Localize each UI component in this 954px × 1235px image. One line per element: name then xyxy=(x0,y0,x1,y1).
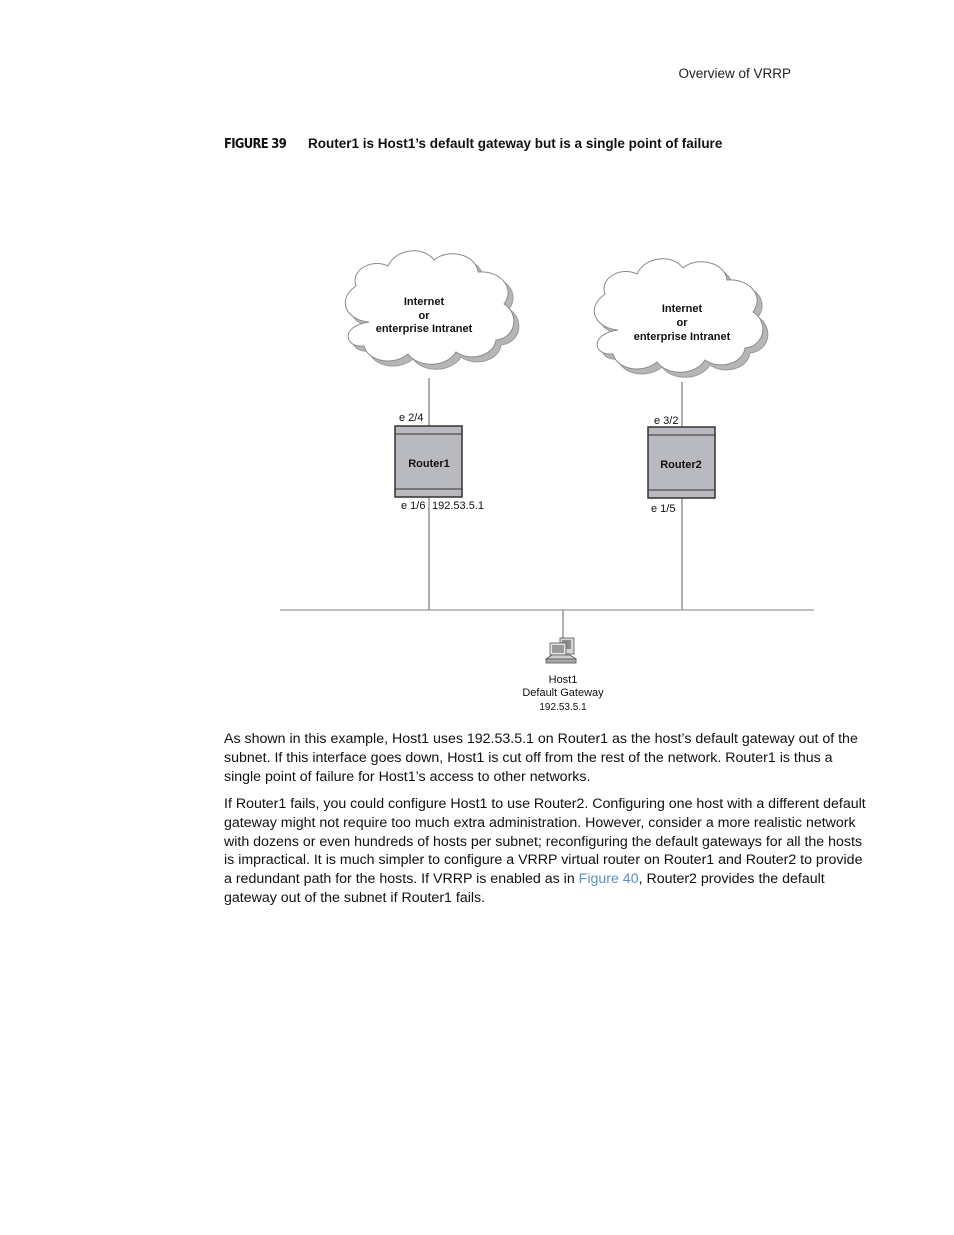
router2-label: Router2 xyxy=(660,459,702,471)
paragraph-2 xyxy=(224,795,872,908)
figure-40-link[interactable]: Figure 40 xyxy=(578,871,639,888)
paragraph-2-end: , Router2 provides the default gateway out of the subnet if Router1 fails. xyxy=(224,871,825,906)
router1-label: Router1 xyxy=(408,458,450,470)
cloud-right-line3: enterprise Intranet xyxy=(633,331,731,343)
paragraph-2-start: If Router1 fails, you could configure Host1 to use Router2. Configuring one host with a different default gateway might not require too much extra administration. However, consider a more realistic network with dozens or even hundreds of hosts per subnet; reconfiguring the default gateways for all the hosts is impractical. It is much simpler to configure a VRRP virtual router on Router1 and Router2 to provide a redundant path for the hosts. If VRRP is enabled as in xyxy=(224,796,866,888)
running-header: Overview of VRRP xyxy=(678,66,791,81)
router1-ip: 192.53.5.1 xyxy=(432,500,484,512)
cloud-right-line2: or xyxy=(676,317,688,329)
paragraph-2-text xyxy=(224,795,872,908)
cloud-left-line2: or xyxy=(418,310,430,322)
host-name: Host1 xyxy=(548,674,578,686)
router1-port-top: e 2/4 xyxy=(399,412,424,424)
router1-port-bottom: e 1/6 xyxy=(401,500,426,512)
host-gateway-label: Default Gateway xyxy=(522,687,604,699)
computer-icon xyxy=(546,638,576,663)
cloud-right-line1: Internet xyxy=(661,303,703,315)
router2-port-bottom: e 1/5 xyxy=(651,503,676,515)
host-gateway-ip: 192.53.5.1 xyxy=(539,702,587,713)
paragraph-1 xyxy=(224,730,872,786)
cloud-left-line3: enterprise Intranet xyxy=(375,323,473,335)
cloud-left-line1: Internet xyxy=(403,296,445,308)
paragraph-1-text: As shown in this example, Host1 uses 192.53.5.1 on Router1 as the host’s default gateway out of the subnet. If this interface goes down, Host1 is cut off from the rest of the network. Router1 is thus a single point of failure for Host1’s access to other networks. xyxy=(224,731,858,785)
cloud-left xyxy=(345,251,519,369)
figure-title: Router1 is Host1’s default gateway but is a single point of failure xyxy=(308,136,723,151)
router2-port-top: e 3/2 xyxy=(654,415,679,427)
figure-number: FIGURE 39 xyxy=(224,136,287,152)
